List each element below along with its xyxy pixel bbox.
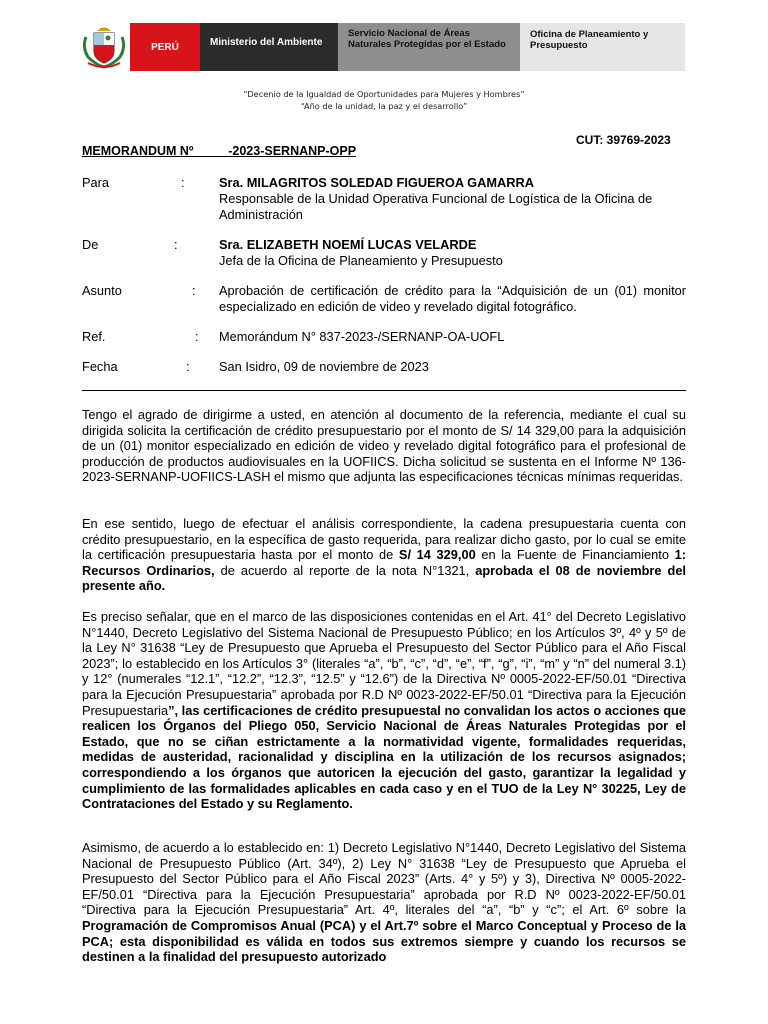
sender-name: Sra. ELIZABETH NOEMÍ LUCAS VELARDE	[219, 237, 477, 252]
field-fecha-value: San Isidro, 09 de noviembre de 2023	[219, 359, 429, 374]
body-paragraph-2	[82, 516, 686, 594]
body-paragraph-3	[82, 609, 686, 812]
decenio-line-2: “Año de la unidad, la paz y el desarrollo”	[300, 101, 468, 111]
p4-text-a: Asimismo, de acuerdo a lo establecido en: 1) Decreto Legislativo N°1440, Decreto Legislativo del Sistema Nacional de Presupuesto Público (Art. 34º), 2) Ley N° 31638 “Ley de Presupuesto que Aprueba el Presupuesto del Sector Público para el Año Fiscal 2023” (Arts. 4° y 5º) y 3), Directiva Nº 0005-2022-EF/50.01 “Directiva para la Ejecución Presupuestaria” aprobada por R.D Nº 0023-2022-EF/50.01 “Directiva para la Ejecución Presupuestaria” Art. 4º, literales del “a”, “b” y “c”; el Art. 6º sobre la	[82, 840, 686, 918]
decenio-text	[0, 88, 768, 112]
coat-of-arms-icon	[78, 23, 130, 71]
p2-approval-date: aprobada el 08 de noviembre del presente año.	[82, 562, 686, 594]
p3-text-a: Es preciso señalar, que en el marco de las disposiciones contenidas en el Art. 41° del Decreto Legislativo N°1440, Decreto Legislativo del Sistema Nacional de Presupuesto Público; en los Artículos 3º, 4º y 5º de la Ley N° 31638 “Ley de Presupuesto que Aprueba el Presupuesto del Sector Público para el Año Fiscal 2023”; lo establecido en los Artículos 3° (literales “a”, “b”, “c”, “d”, “e”, “f”, “g”, “i”, “m” y “n” del numeral 3.1) y 12° (numerales “12.1”, “12.2”, “12.3”, “12.5” y “12.6”) de la Directiva Nº 0005-2022-EF/50.01 “Directiva para la Ejecución Presupuestaria” aprobada por R.D Nº 0023-2022-EF/50.01 “Directiva para la Ejecución Presupuestaria	[82, 609, 686, 718]
p2-text-c: en la Fuente de Financiamiento	[475, 547, 675, 563]
p2-text-a: En ese sentido, luego de efectuar el análisis correspondiente, la cadena presupuestaria cuenta con crédito presupuestario, en la específica de gasto requerida, para realizar dicho gasto, por lo cual se emite la certificación presupuestaria hasta por el monto de	[82, 516, 686, 563]
field-de-value	[219, 237, 686, 269]
field-de-label: De	[82, 237, 99, 252]
field-asunto-colon: :	[192, 283, 196, 298]
cut-number: CUT: 39769-2023	[576, 133, 671, 147]
p3-text-bold: ”, las certificaciones de crédito presupuestal no convalidan los actos o acciones que realicen los Órganos del Pliego 050, Servicio Nacional de Áreas Naturales Protegidas por el Estado, que no se ciñan estrictamente a la normatividad vigente, formalidades requeridas, medidas de austeridad, racionalidad y disciplina en la utilización de los recursos asignados; correspondiendo a los órganos que autoricen la ejecución del gasto, garantizar la legalidad y cumplimiento de las formalidades aplicables en cada caso y en el TUO de la Ley N° 30225, Ley de Contrataciones del Estado y su Reglamento.	[82, 702, 686, 812]
recipient-role: Responsable de la Unidad Operativa Funcional de Logística de la Oficina de Administración	[219, 191, 653, 222]
field-fecha-colon: :	[186, 359, 190, 374]
decenio-line-1: “Decenio de la Igualdad de Oportunidades para Mujeres y Hombres”	[243, 89, 525, 99]
recipient-name: Sra. MILAGRITOS SOLEDAD FIGUEROA GAMARRA	[219, 175, 534, 190]
field-de-colon: :	[174, 237, 178, 252]
sender-role: Jefa de la Oficina de Planeamiento y Presupuesto	[219, 253, 503, 268]
body-paragraph-1: Tengo el agrado de dirigirme a usted, en atención al documento de la referencia, mediante el cual su dirigida solicita la certificación de crédito presupuestario por el monto de S/ 14 329,00 para la adquisición de un (01) monitor especializado en edición de video y revelado digital fotográfico para el profesional de producción de productos audiovisuales en la UOFIICS. Dicha solicitud se sustenta en el Informe Nº 136- 2023-SERNANP-UOFIICS-LASH el mismo que adjunta las especificaciones técnicas mínimas requeridas.	[82, 407, 686, 485]
peru-label: PERÚ	[130, 23, 200, 71]
field-ref-value: Memorándum N° 837-2023-/SERNANP-OA-UOFL	[219, 329, 505, 344]
memo-title: MEMORANDUM Nº -2023-SERNANP-OPP	[82, 144, 357, 158]
field-asunto-label: Asunto	[82, 283, 122, 298]
p2-amount: S/ 14 329,00	[398, 547, 476, 563]
institutional-header	[78, 23, 685, 71]
p2-funding-source: 1: Recursos Ordinarios,	[82, 547, 687, 578]
agency-label: Servicio Nacional de Áreas Naturales Protegidas por el Estado	[338, 23, 520, 71]
header-divider	[82, 390, 686, 391]
field-para-label: Para	[82, 175, 110, 190]
field-para-value	[219, 175, 686, 223]
body-paragraph-4	[82, 840, 686, 965]
field-para-colon: :	[181, 175, 185, 190]
p2-text-e: de acuerdo al reporte de la nota N°1321,	[214, 562, 476, 578]
office-label: Oficina de Planeamiento y Presupuesto	[520, 23, 685, 71]
field-ref-colon: :	[195, 329, 199, 344]
field-asunto-value: Aprobación de certificación de crédito para la “Adquisición de un (01) monitor especializado en edición de video y revelado digital fotográfico.	[219, 283, 686, 314]
ministry-label: Ministerio del Ambiente	[200, 23, 338, 71]
p4-text-bold: Programación de Compromisos Anual (PCA) y el Art.7º sobre el Marco Conceptual y Proceso de la PCA; esta disponibilidad es válida en todos sus extremos siempre y cuando los recursos se destinen a la finalidad del presupuesto autorizado	[82, 917, 686, 965]
field-fecha-label: Fecha	[82, 359, 118, 374]
field-ref-label: Ref.	[82, 329, 106, 344]
